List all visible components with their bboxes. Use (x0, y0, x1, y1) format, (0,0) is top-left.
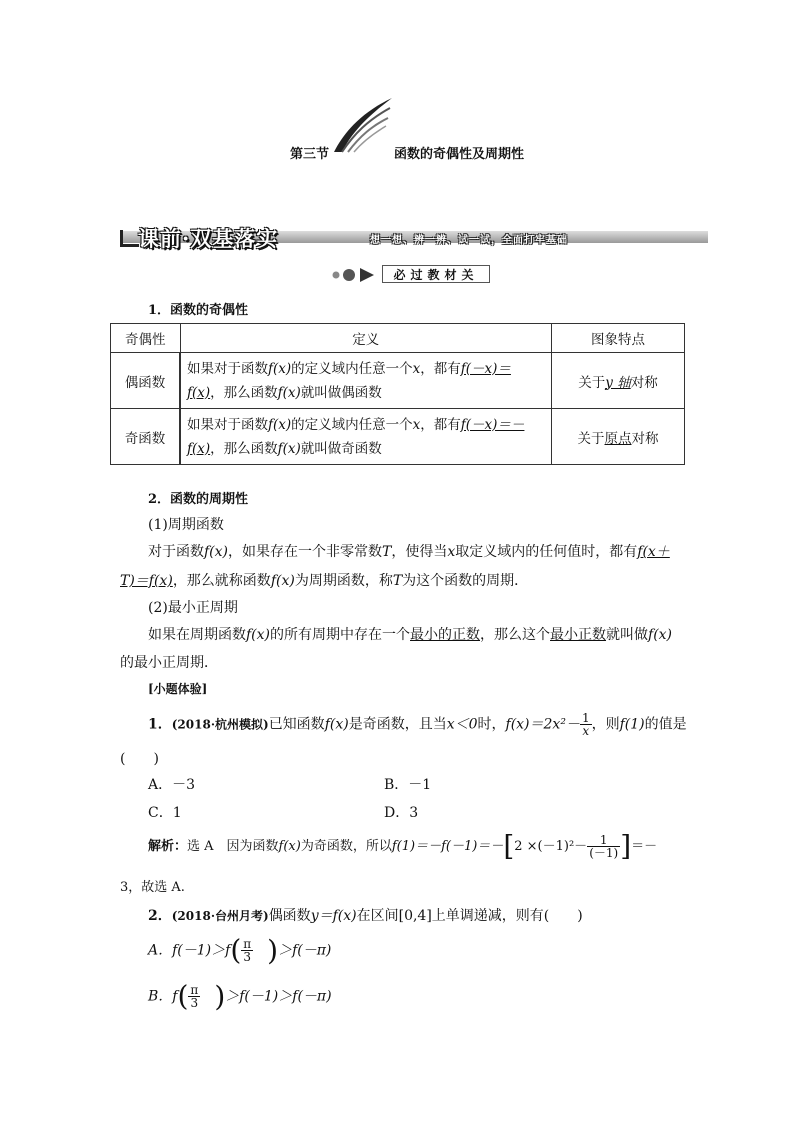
part1-heading: 1．函数的奇偶性 (148, 303, 249, 318)
q2-option-b: B．f( $\frac{\pi}{3}$ )＞f(－1)＞f(－π) (148, 979, 332, 1013)
section-title: 函数的奇偶性及周期性 (394, 147, 525, 162)
banner-subtitle: 想一想、辨一辨、试一试，全面打牢基础 (370, 235, 568, 246)
q2-option-a: A．f(－1)＞f( $\frac{\pi}{3}$ )＞f(－π) (148, 933, 332, 967)
practice-label: [小题体验] (148, 682, 208, 696)
q1-solution: 解析：选 A 因为函数f(x)为奇函数，所以f(1)＝－f(－1)＝－[2 ×(－1)²－ $\frac{1}{(-1)}$ ]＝－ (148, 829, 658, 863)
q1-option-d: D．3 (384, 805, 419, 821)
table-header: 图象特点 (552, 324, 685, 353)
q1-paren: ( ) (120, 751, 159, 767)
q1-option-b: B．－1 (384, 777, 432, 793)
table-header: 定义 (180, 324, 552, 353)
q1-solution-end: 3，故选 A. (120, 880, 185, 895)
table-row (111, 409, 685, 465)
dots-arrow-icon (330, 267, 380, 283)
row-definition: 如果对于函数f(x)的定义域内任意一个x，都有f(－x)＝－ f(x)，那么函数f(x)就叫做奇函数 (180, 409, 552, 465)
part2-sub2: (2)最小正周期 (148, 600, 238, 616)
q1-option-a: A．－3 (148, 777, 196, 793)
row-feature: 关于y 轴对称 (552, 353, 685, 409)
row-definition: 如果对于函数f(x)的定义域内任意一个x，都有f(－x)＝ f(x)，那么函数f(x)就叫做偶函数 (180, 353, 552, 409)
table-row (111, 353, 685, 409)
q1-option-c: C．1 (148, 805, 182, 821)
parity-table (110, 323, 685, 465)
table-header: 奇偶性 (111, 324, 181, 353)
part2-para1-line1: 对于函数f(x)，如果存在一个非零常数T，使得当x取定义域内的任何值时，都有f(x＋ (148, 544, 670, 560)
row-name: 奇函数 (111, 409, 181, 465)
banner-hook-icon (120, 230, 139, 247)
part2-para2-line1: 如果在周期函数f(x)的所有周期中存在一个最小的正数，那么这个最小正数就叫做f(x) (148, 627, 673, 643)
section-badge (330, 264, 490, 286)
q1-stem: 1．(2018·杭州模拟)已知函数f(x)是奇函数，且当x＜0时，f(x)＝2x²－ $\frac{1}{x}$ ，则f(1)的值是 (148, 711, 687, 738)
section-number: 第三节 (290, 147, 330, 162)
part2-para2-line2: 的最小正周期． (120, 655, 218, 671)
row-feature: 关于原点对称 (552, 409, 685, 465)
q2-stem: 2．(2018·台州月考)偶函数y＝f(x)在区间[0,4]上单调递减，则有( ) (148, 908, 583, 924)
part2-sub1: (1)周期函数 (148, 517, 224, 533)
part2-heading: 2．函数的周期性 (148, 492, 249, 507)
swoosh-logo-icon (332, 96, 394, 154)
banner-title: 课前·双基落实 (138, 226, 279, 251)
section-banner (120, 226, 708, 251)
table-header-row (111, 324, 685, 353)
part2-para1-line2: T)＝f(x)，那么就称函数f(x)为周期函数，称T为这个函数的周期． (120, 573, 529, 589)
row-name: 偶函数 (111, 353, 181, 409)
badge-label: 必过教材关 (382, 265, 490, 283)
